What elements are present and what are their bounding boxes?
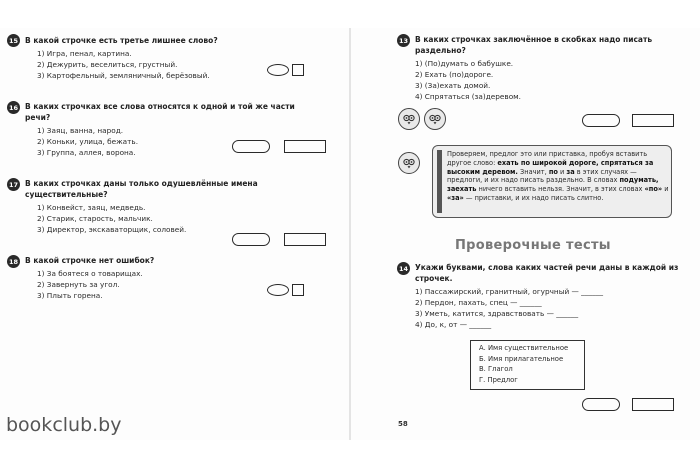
answer-oval[interactable] xyxy=(267,64,289,76)
option: 1) Конвейст, заяц, медведь. xyxy=(37,203,146,212)
option: 2) Ехать (по)дороге. xyxy=(415,70,494,79)
question-text: В каких строчках заключённое в скобках надо писать раздельно? xyxy=(415,35,653,55)
option: 2) Пердон, пахать, спец — ______ xyxy=(415,298,542,307)
hint-text: Проверяем, предлог это или приставка, пробуя вставить другое слово: ехать по широкой дороге, спрятаться за высоким деревом. Значит, по и за в этих случаях — предлоги, и их надо писать раздельно. В словах подумать, заехать ничего вставить нельзя. Значит, в этих словах «по» и «за» — приставки, и их надо писать слитно. xyxy=(447,150,669,202)
question-number-badge: 15 xyxy=(7,34,20,47)
question-number-badge: 17 xyxy=(7,178,20,191)
answer-key-item: Б. Имя прилагательное xyxy=(479,354,564,363)
option: 1) Игра, пенал, картина. xyxy=(37,49,132,58)
options-list xyxy=(37,48,210,81)
option: 3) Директор, экскаваторщик, соловей. xyxy=(37,225,187,234)
option: 3) Картофельный, земляничный, берёзовый. xyxy=(37,71,210,80)
answer-box[interactable] xyxy=(632,114,674,127)
option: 1) Пассажирский, гранитный, огурчный — ______ xyxy=(415,287,604,296)
answer-oval[interactable] xyxy=(267,284,289,296)
option: 3) Плыть горена. xyxy=(37,291,103,300)
answer-oval[interactable] xyxy=(582,398,620,411)
answer-box[interactable] xyxy=(284,140,326,153)
answer-box[interactable] xyxy=(292,284,304,296)
watermark: bookclub.by xyxy=(6,414,122,436)
owl-icon xyxy=(398,108,420,130)
owl-icon xyxy=(424,108,446,130)
answer-key-item: В. Глагол xyxy=(479,365,513,373)
question-text: Укажи буквами, слова каких частей речи даны в каждой из строчек. xyxy=(415,263,679,283)
option: 3) Группа, аллея, ворона. xyxy=(37,148,136,157)
option: 4) Спрятаться (за)деревом. xyxy=(415,92,521,101)
option: 1) За боятеся о товарищах. xyxy=(37,269,143,278)
option: 1) Заяц, ванна, народ. xyxy=(37,126,124,135)
question-number-badge: 14 xyxy=(397,262,410,275)
option: 2) Старик, старость, мальчик. xyxy=(37,214,153,223)
section-title: Проверочные тесты xyxy=(455,238,611,253)
question-text: В какой строчке нет ошибок? xyxy=(25,256,155,265)
question-number-badge: 16 xyxy=(7,101,20,114)
answer-box[interactable] xyxy=(292,64,304,76)
option: 2) Коньки, улица, бежать. xyxy=(37,137,139,146)
question-number-badge: 13 xyxy=(397,34,410,47)
option: 3) (За)ехать домой. xyxy=(415,81,491,90)
option: 1) (По)думать о бабушке. xyxy=(415,59,514,68)
answer-key-item: Г. Предлог xyxy=(479,375,518,384)
hint-box xyxy=(432,145,672,218)
options-list xyxy=(415,58,521,102)
option: 2) Завернуть за угол. xyxy=(37,280,120,289)
question-number-badge: 18 xyxy=(7,255,20,268)
options-list xyxy=(37,268,143,301)
options-list xyxy=(415,286,603,330)
options-list xyxy=(37,125,138,158)
question-text: В каких строчках даны только одушевлённые имена существительные? xyxy=(25,179,258,199)
option: 3) Уметь, катится, здравствовать — ______ xyxy=(415,309,579,318)
answer-box[interactable] xyxy=(284,233,326,246)
answer-oval[interactable] xyxy=(582,114,620,127)
answer-oval[interactable] xyxy=(232,233,270,246)
answer-key-box xyxy=(470,340,585,390)
answer-oval[interactable] xyxy=(232,140,270,153)
option: 4) До, к, от — ______ xyxy=(415,320,492,329)
option: 2) Дежурить, веселиться, грустный. xyxy=(37,60,178,69)
owl-hint-icon xyxy=(398,152,420,174)
question-text: В каких строчках все слова относятся к одной и той же части речи? xyxy=(25,102,295,122)
page-number: 58 xyxy=(398,420,408,428)
question-text: В какой строчке есть третье лишнее слово? xyxy=(25,36,218,45)
answer-box[interactable] xyxy=(632,398,674,411)
hint-bar xyxy=(437,150,442,213)
options-list xyxy=(37,202,186,235)
answer-key-item: А. Имя существительное xyxy=(479,344,569,352)
